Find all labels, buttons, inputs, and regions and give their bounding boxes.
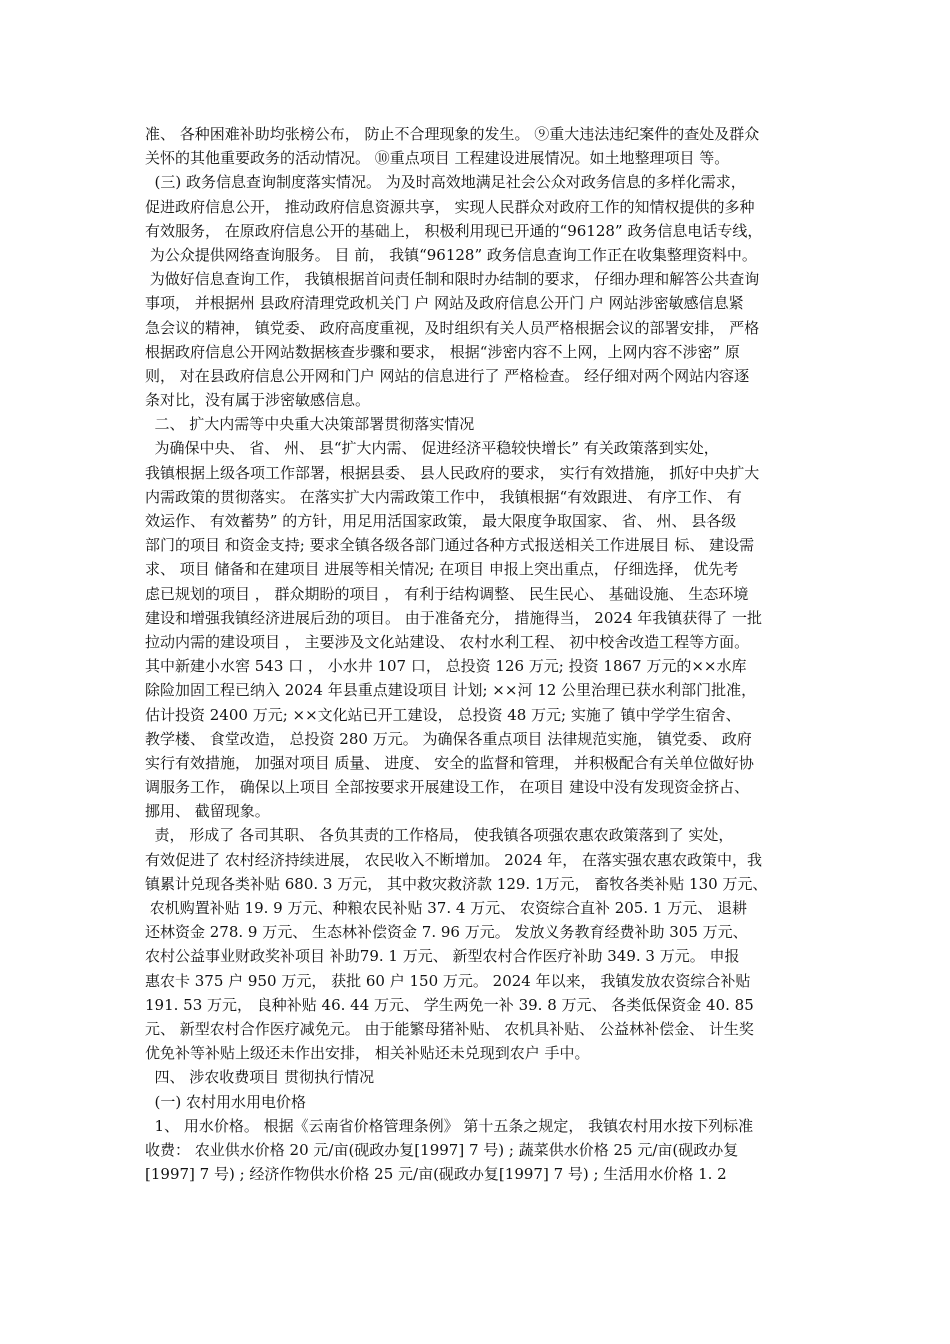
text-line: [1997] 7 号) ; 经济作物供水价格 25 元/亩(砚政办复[1997] 7 号) ; 生活用水价格 1. 2 bbox=[145, 1165, 727, 1184]
text-line: 则， 对在县政府信息公开网和门户 网站的信息进行了 严格检查。 经仔细对两个网站内容逐 bbox=[145, 366, 750, 385]
text-line: 镇累计兑现各类补贴 680. 3 万元， 其中救灾救济款 129. 1万元， 畜牧各类补贴 130 万元、 bbox=[145, 874, 768, 893]
text-line: 我镇根据上级各项工作部署，根据县委、 县人民政府的要求， 实行有效措施， 抓好中央扩大 bbox=[145, 463, 760, 482]
text-line: 准、 各种困难补助均张榜公布， 防止不合理现象的发生。 ⑨重大违法违纪案件的查处及群众 bbox=[145, 125, 760, 143]
text-line: 为公众提供网络查询服务。 目 前， 我镇“96128” 政务信息查询工作正在收集整理资料中。 bbox=[145, 245, 757, 264]
text-line: 收费： 农业供水价格 20 元/亩(砚政办复[1997] 7 号) ; 蔬菜供水价格 25 元/亩(砚政办复 bbox=[145, 1140, 739, 1159]
text-line: 建设和增强我镇经济进展后劲的项目。 由于准备充分， 措施得当， 2024 年我镇获得了 一批 bbox=[145, 608, 763, 627]
section-heading: 二、 扩大内需等中央重大决策部署贯彻落实情况 bbox=[145, 415, 475, 434]
text-line: 实行有效措施， 加强对项目 质量、 进度、 安全的监督和管理， 并积极配合有关单位做好协 bbox=[145, 753, 754, 772]
text-line: 农村公益事业财政奖补项目 补助79. 1 万元、 新型农村合作医疗补助 349. 3 万元。 申报 bbox=[145, 947, 740, 966]
text-line: 有效服务， 在原政府信息公开的基础上， 积极利用现已开通的“96128” 政务信息电话专线， bbox=[145, 221, 763, 240]
text-line: 为确保中央、 省、 州、 县“扩大内需、 促进经济平稳较快增长” 有关政策落到实处， bbox=[145, 439, 719, 458]
document-body bbox=[145, 122, 805, 1186]
text-line: 调服务工作， 确保以上项目 全部按要求开展建设工作， 在项目 建设中没有发现资金挤占、 bbox=[145, 778, 750, 797]
text-line: 责， 形成了 各司其职、 各负其责的工作格局， 使我镇各项强农惠农政策落到了 实处， bbox=[145, 826, 734, 845]
text-line: 事项， 并根据州 县政府清理党政机关门 户 网站及政府信息公开门 户 网站涉密敏感信息紧 bbox=[145, 294, 744, 313]
text-line: 拉动内需的建设项目 ， 主要涉及文化站建设、 农村水利工程、 初中校舍改造工程等方面。 bbox=[145, 632, 750, 651]
text-line: 促进政府信息公开， 推动政府信息资源共享， 实现人民群众对政府工作的知情权提供的多种 bbox=[145, 197, 755, 216]
text-line: 惠农卡 375 户 950 万元， 获批 60 户 150 万元。 2024 年以来， 我镇发放农资综合补贴 bbox=[145, 971, 751, 990]
text-line: 根据政府信息公开网站数据核查步骤和要求， 根据“涉密内容不上网，上网内容不涉密” 原 bbox=[145, 342, 740, 361]
text-line: 除险加固工程已纳入 2024 年县重点建设项目 计划; ××河 12 公里治理已获水利部门批准， bbox=[145, 681, 757, 700]
text-line: 挪用、 截留现象。 bbox=[145, 802, 270, 821]
text-line: 元、 新型农村合作医疗减免元。 由于能繁母猪补贴、 农机具补贴、 公益林补偿金、 计生奖 bbox=[145, 1019, 754, 1038]
text-line: 求、 项目 储备和在建项目 进展等相关情况; 在项目 申报上突出重点， 仔细选择， 优先考 bbox=[145, 560, 739, 579]
text-line: 还林资金 278. 9 万元、 生态林补偿资金 7. 96 万元。 发放义务教育经费补助 305 万元、 bbox=[145, 923, 748, 942]
text-line: (三) 政务信息查询制度落实情况。 为及时高效地满足社会公众对政务信息的多样化需求， bbox=[145, 173, 746, 192]
text-line: 部门的项目 和资金支持; 要求全镇各级各部门通过各种方式报送相关工作进展目 标、 建设需 bbox=[145, 536, 755, 555]
text-line: 效运作、 有效蓄势” 的方针，用足用活国家政策， 最大限度争取国家、 省、 州、 县各级 bbox=[145, 512, 737, 530]
section-heading: 四、 涉农收费项目 贯彻执行情况 bbox=[145, 1068, 375, 1087]
text-line: 为做好信息查询工作， 我镇根据首问责任制和限时办结制的要求， 仔细办理和解答公共查询 bbox=[145, 270, 760, 289]
text-line: 其中新建小水窖 543 口 ， 小水井 107 口， 总投资 126 万元; 投资 1867 万元的××水库 bbox=[145, 657, 747, 676]
text-line: 急会议的精神， 镇党委、 政府高度重视，及时组织有关人员严格根据会议的部署安排， 严格 bbox=[145, 318, 760, 337]
text-line: 虑已规划的项目 ， 群众期盼的项目 ， 有利于结构调整、 民生民心、 基础设施、 生态环境 bbox=[145, 584, 749, 603]
text-line: 有效促进了 农村经济持续进展， 农民收入不断增加。 2024 年， 在落实强农惠农政策中，我 bbox=[145, 850, 763, 869]
text-line: 教学楼、 食堂改造， 总投资 280 万元。 为确保各重点项目 法律规范实施， 镇党委、 政府 bbox=[145, 729, 752, 748]
text-line: 191. 53 万元， 良种补贴 46. 44 万元、 学生两免一补 39. 8 万元、 各类低保资金 40. 85 bbox=[145, 995, 754, 1014]
text-line: 农机购置补贴 19. 9 万元、种粮农民补贴 37. 4 万元、 农资综合直补 205. 1 万元、 退耕 bbox=[145, 899, 747, 917]
text-line: 内需政策的贯彻落实。 在落实扩大内需政策工作中， 我镇根据“有效跟进、 有序工作、 有 bbox=[145, 487, 742, 506]
text-line: 关怀的其他重要政务的活动情况。 ⑩重点项目 工程建设进展情况。如土地整理项目 等。 bbox=[145, 149, 730, 168]
text-line: 1、 用水价格。 根据《云南省价格管理条例》 第十五条之规定， 我镇农村用水按下列标准 bbox=[145, 1116, 754, 1135]
subsection-heading: (一) 农村用水用电价格 bbox=[145, 1092, 307, 1111]
text-line: 优免补等补贴上级还未作出安排， 相关补贴还未兑现到农户 手中。 bbox=[145, 1044, 590, 1063]
text-line: 估计投资 2400 万元; ××文化站已开工建设， 总投资 48 万元; 实施了 镇中学学生宿舍、 bbox=[145, 705, 741, 724]
text-line: 条对比，没有属于涉密敏感信息。 bbox=[145, 391, 371, 410]
